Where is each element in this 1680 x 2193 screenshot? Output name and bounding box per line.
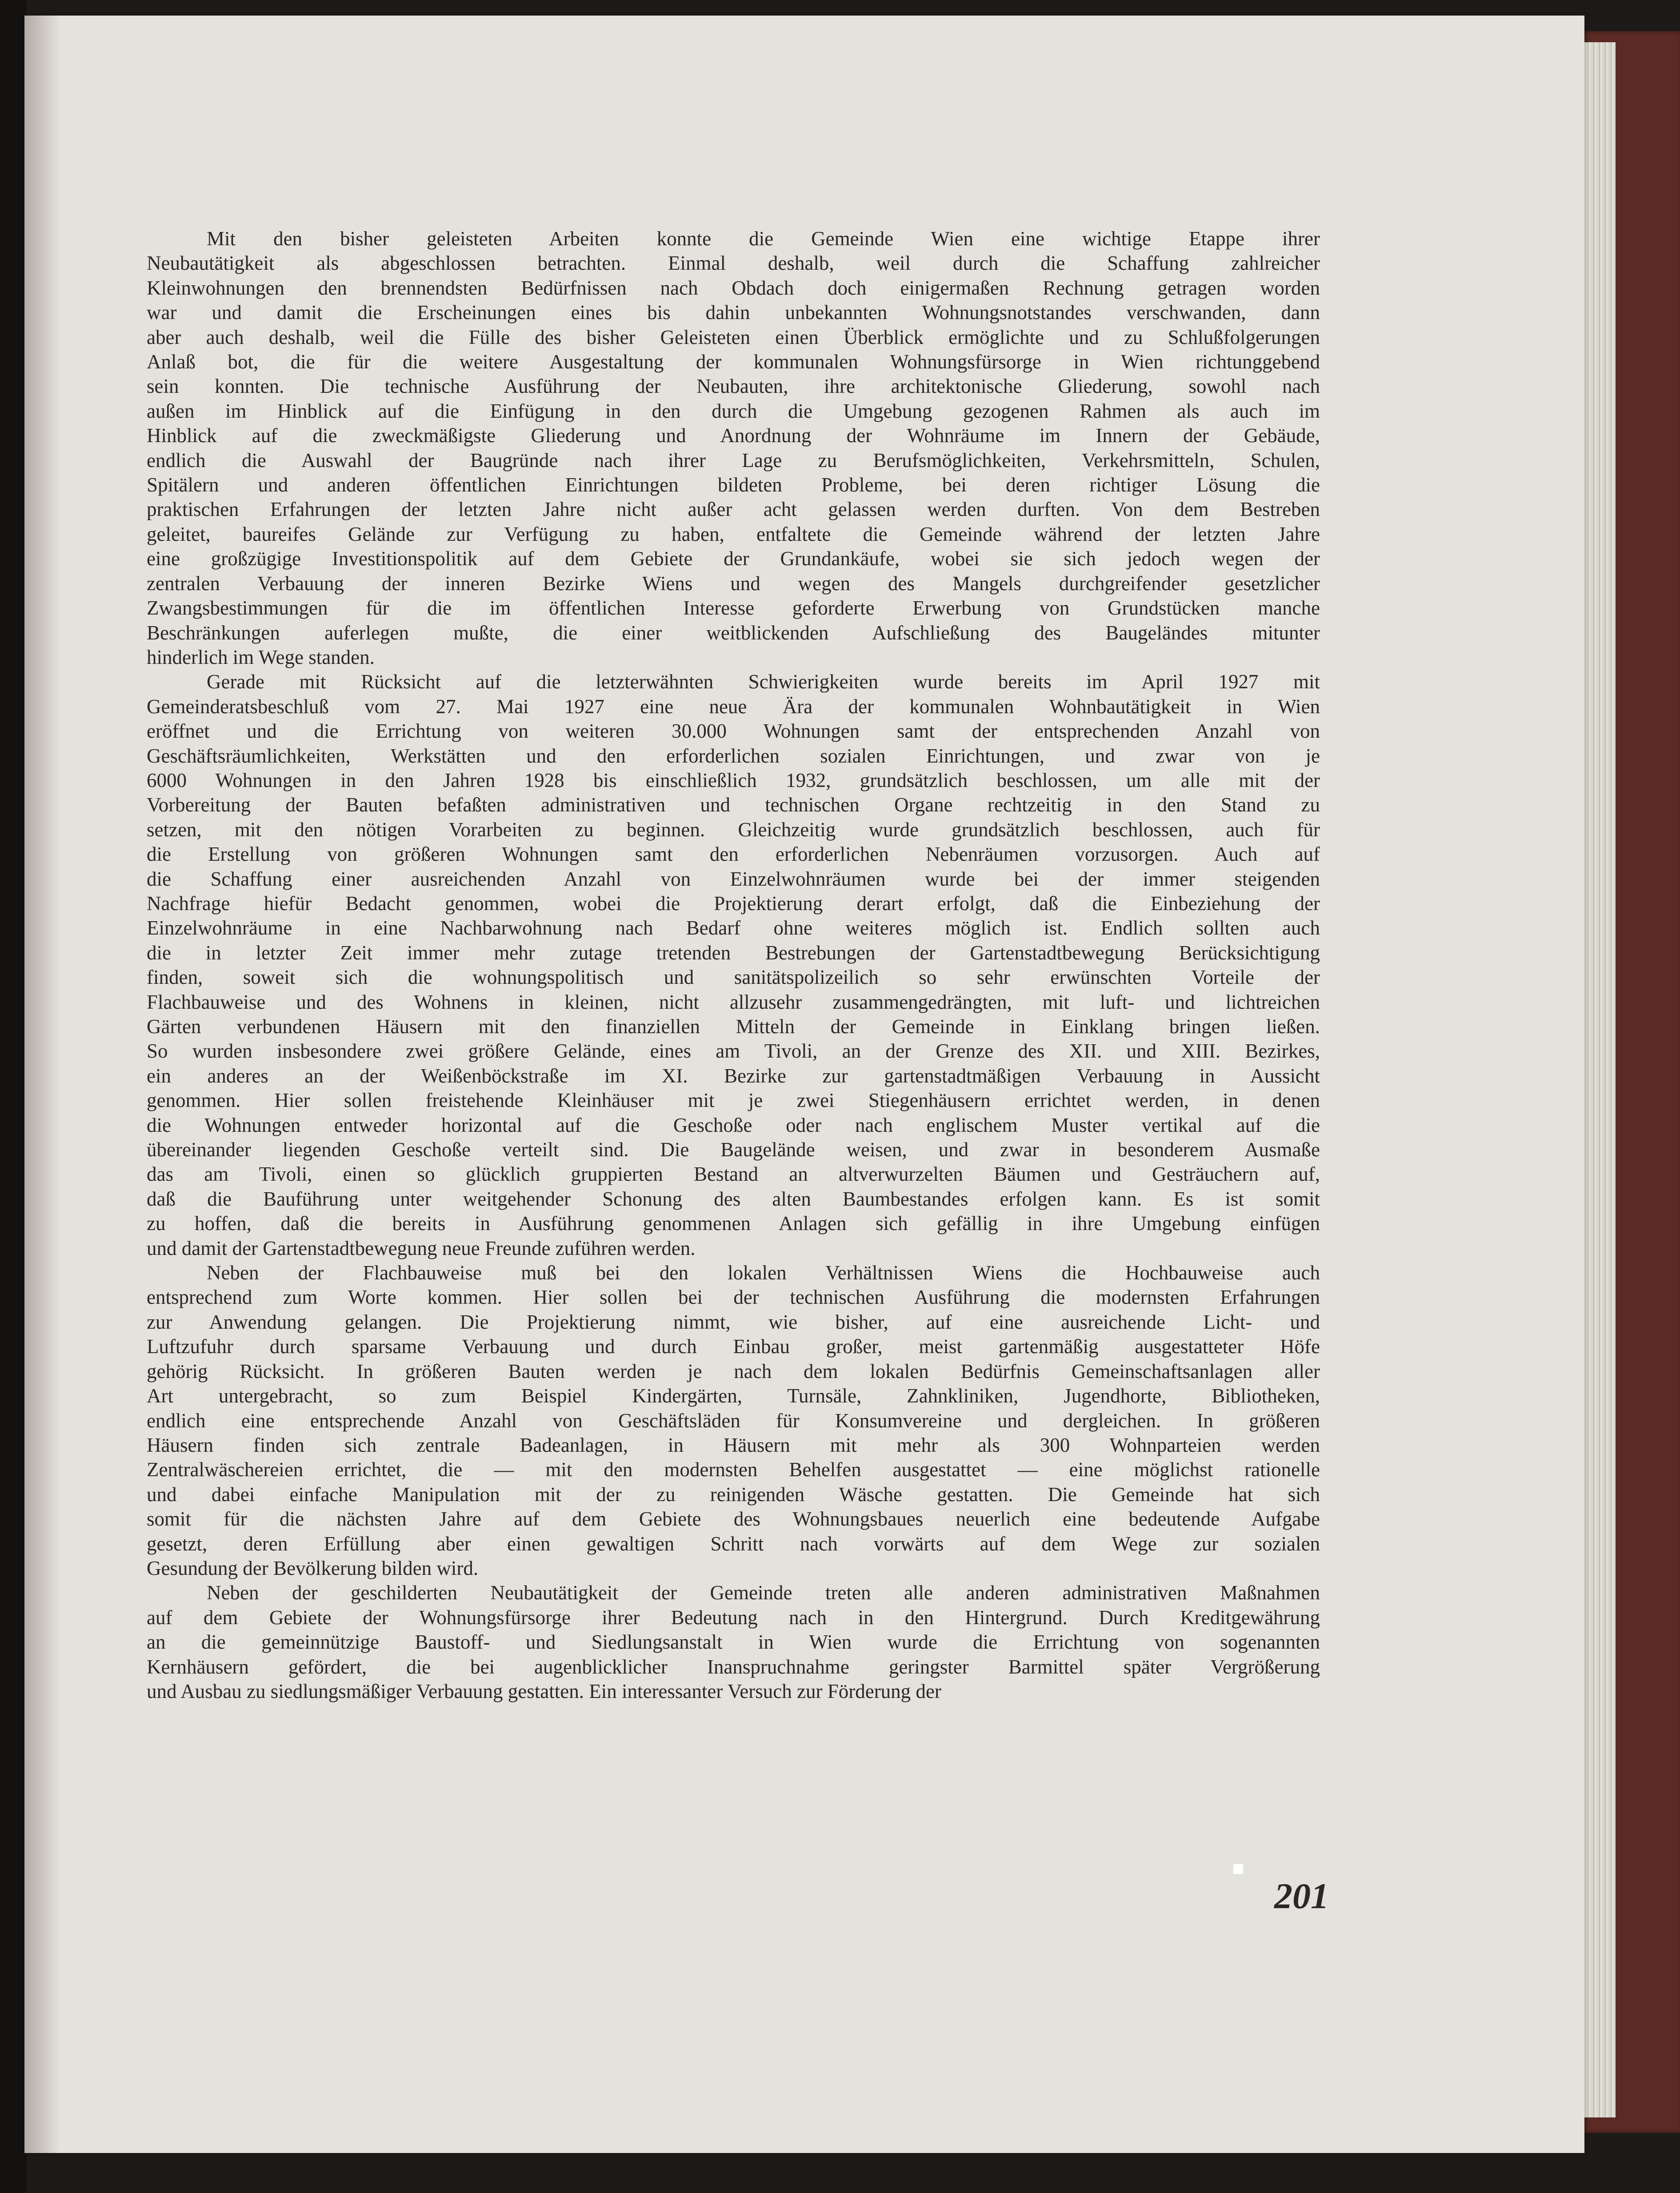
text-line: Zwangsbestimmungen für die im öffentlichen Interesse geforderte Erwerbung von Grundstücken manche bbox=[147, 597, 1320, 619]
text-line: das am Tivoli, einen so glücklich gruppierten Bestand an altverwurzelten Bäumen und Gesträuchern auf, bbox=[147, 1163, 1320, 1186]
text-line: daß die Bauführung unter weitgehender Schonung des alten Baumbestandes erfolgen kann. Es ist somit bbox=[147, 1187, 1320, 1210]
text-line: endlich eine entsprechende Anzahl von Geschäftsläden für Konsumvereine und dergleichen. In größeren bbox=[147, 1409, 1320, 1432]
text-line: hinderlich im Wege standen. bbox=[147, 646, 375, 668]
text-line: und damit der Gartenstadtbewegung neue Freunde zuführen werden. bbox=[147, 1237, 696, 1259]
text-line: Hinblick auf die zweckmäßigste Gliederung und Anordnung der Wohnräume im Innern der Gebäude, bbox=[147, 424, 1320, 447]
text-line: die Wohnungen entweder horizontal auf die Geschoße oder nach englischem Muster vertikal auf die bbox=[147, 1114, 1320, 1136]
text-line: die Erstellung von größeren Wohnungen samt den erforderlichen Nebenräumen vorzusorgen. Auch auf bbox=[147, 843, 1320, 866]
text-line: Kernhäusern gefördert, die bei augenblicklicher Inanspruchnahme geringster Barmittel später Vergrößerung bbox=[147, 1655, 1320, 1678]
text-line: endlich die Auswahl der Baugründe nach ihrer Lage zu Berufsmöglichkeiten, Verkehrsmitteln, Schulen, bbox=[147, 449, 1320, 471]
text-line: Zentralwäschereien errichtet, die — mit den modernsten Behelfen ausgestattet — eine möglichst rationelle bbox=[147, 1458, 1320, 1481]
text-line: So wurden insbesondere zwei größere Gelände, eines am Tivoli, an der Grenze des XII. und XIII. Bezirkes, bbox=[147, 1040, 1320, 1063]
text-line: zu hoffen, daß die bereits in Ausführung genommenen Anlagen sich gefällig in ihre Umgebung einfügen bbox=[147, 1212, 1320, 1235]
text-line: eröffnet und die Errichtung von weiteren 30.000 Wohnungen samt der entsprechenden Anzahl von bbox=[147, 720, 1320, 743]
text-line: Anlaß bot, die für die weitere Ausgestaltung der kommunalen Wohnungsfürsorge in Wien richtunggebend bbox=[147, 351, 1320, 373]
text-line: geleitet, baureifes Gelände zur Verfügung zu haben, entfaltete die Gemeinde während der letzten Jahre bbox=[147, 523, 1320, 545]
text-line: sein konnten. Die technische Ausführung der Neubauten, ihre architektonische Gliederung, sowohl nach bbox=[147, 375, 1320, 398]
text-line: Kleinwohnungen den brennendsten Bedürfnissen nach Obdach doch einigermaßen Rechnung getragen worden bbox=[147, 276, 1320, 299]
text-line: Nachfrage hiefür Bedacht genommen, wobei die Projektierung derart erfolgt, daß die Einbeziehung der bbox=[147, 892, 1320, 915]
text-line: auf dem Gebiete der Wohnungsfürsorge ihrer Bedeutung nach in den Hintergrund. Durch Kreditgewährung bbox=[147, 1606, 1320, 1629]
text-line: Neubautätigkeit als abgeschlossen betrachten. Einmal deshalb, weil durch die Schaffung zahlreicher bbox=[147, 252, 1320, 275]
text-line: finden, soweit sich die wohnungspolitisch und sanitätspolizeilich so sehr erwünschten Vorteile der bbox=[147, 966, 1320, 989]
text-line: Beschränkungen auferlegen mußte, die einer weitblickenden Aufschließung des Baugeländes mitunter bbox=[147, 621, 1320, 644]
text-line: zentralen Verbauung der inneren Bezirke Wiens und wegen des Mangels durchgreifender gesetzlicher bbox=[147, 572, 1320, 595]
paragraph bbox=[147, 227, 1320, 670]
page-number: 201 bbox=[1274, 1876, 1329, 1916]
text-line: Geschäftsräumlichkeiten, Werkstätten und den erforderlichen sozialen Einrichtungen, und zwar von je bbox=[147, 744, 1320, 767]
text-line: Flachbauweise und des Wohnens in kleinen, nicht allzusehr zusammengedrängten, mit luft- und lichtreichen bbox=[147, 991, 1320, 1013]
text-line: Neben der Flachbauweise muß bei den lokalen Verhältnissen Wiens die Hochbauweise auch bbox=[207, 1262, 1320, 1284]
text-line: war und damit die Erscheinungen eines bis dahin unbekannten Wohnungsnotstandes verschwanden, dann bbox=[147, 301, 1320, 324]
text-line: Gärten verbundenen Häusern mit den finanziellen Mitteln der Gemeinde in Einklang bringen ließen. bbox=[147, 1015, 1320, 1038]
text-line: und Ausbau zu siedlungsmäßiger Verbauung gestatten. Ein interessanter Versuch zur Förderung der bbox=[147, 1680, 941, 1702]
text-line: und dabei einfache Manipulation mit der zu reinigenden Wäsche gestatten. Die Gemeinde hat sich bbox=[147, 1483, 1320, 1506]
text-line: setzen, mit den nötigen Vorarbeiten zu beginnen. Gleichzeitig wurde grundsätzlich beschlossen, auch für bbox=[147, 818, 1320, 841]
text-line: die Schaffung einer ausreichenden Anzahl von Einzelwohnräumen wurde bei der immer steigenden bbox=[147, 867, 1320, 890]
paragraph bbox=[147, 1581, 1320, 1704]
text-line: genommen. Hier sollen freistehende Kleinhäuser mit je zwei Stiegenhäusern errichtet werden, in denen bbox=[147, 1089, 1320, 1112]
text-line: Neben der geschilderten Neubautätigkeit der Gemeinde treten alle anderen administrativen Maßnahmen bbox=[207, 1582, 1320, 1604]
paragraph bbox=[147, 670, 1320, 1261]
text-line: gesetzt, deren Erfüllung aber einen gewaltigen Schritt nach vorwärts auf dem Wege zur sozialen bbox=[147, 1532, 1320, 1555]
text-line: Vorbereitung der Bauten befaßten administrativen und technischen Organe rechtzeitig in den Stand zu bbox=[147, 794, 1320, 816]
text-line: praktischen Erfahrungen der letzten Jahre nicht außer acht gelassen werden durften. Von dem Bestreben bbox=[147, 498, 1320, 521]
text-line: an die gemeinnützige Baustoff- und Siedlungsanstalt in Wien wurde die Errichtung von sogenannten bbox=[147, 1631, 1320, 1654]
text-line: gehörig Rücksicht. In größeren Bauten werden je nach dem lokalen Bedürfnis Gemeinschaftsanlagen aller bbox=[147, 1360, 1320, 1382]
text-line: ein anderes an der Weißenböckstraße im XI. Bezirke zur gartenstadtmäßigen Verbauung in Aussicht bbox=[147, 1064, 1320, 1087]
body-text bbox=[147, 227, 1320, 1704]
text-line: 6000 Wohnungen in den Jahren 1928 bis einschließlich 1932, grundsätzlich beschlossen, um alle mit der bbox=[147, 769, 1320, 791]
text-line: Gerade mit Rücksicht auf die letzterwähnten Schwierigkeiten wurde bereits im April 1927 mit bbox=[207, 671, 1320, 693]
page-mark bbox=[1233, 1864, 1243, 1874]
text-line: Häusern finden sich zentrale Badeanlagen, in Häusern mit mehr als 300 Wohnparteien werden bbox=[147, 1434, 1320, 1456]
text-line: übereinander liegenden Geschoße verteilt sind. Die Baugelände weisen, und zwar in besonderem Ausmaße bbox=[147, 1138, 1320, 1161]
text-line: Luftzufuhr durch sparsame Verbauung und durch Einbau großer, meist gartenmäßig ausgestatteter Höfe bbox=[147, 1335, 1320, 1358]
text-line: somit für die nächsten Jahre auf dem Gebiete des Wohnungsbaues neuerlich eine bedeutende Aufgabe bbox=[147, 1508, 1320, 1530]
text-line: Gesundung der Bevölkerung bilden wird. bbox=[147, 1557, 479, 1579]
text-line: entsprechend zum Worte kommen. Hier sollen bei der technischen Ausführung die modernsten Erfahrungen bbox=[147, 1286, 1320, 1309]
text-line: Mit den bisher geleisteten Arbeiten konnte die Gemeinde Wien eine wichtige Etappe ihrer bbox=[207, 228, 1320, 250]
text-line: Einzelwohnräume in eine Nachbarwohnung nach Bedarf ohne weiteres möglich ist. Endlich sollten auch bbox=[147, 917, 1320, 939]
text-line: die in letzter Zeit immer mehr zutage tretenden Bestrebungen der Gartenstadtbewegung Berücksichtigung bbox=[147, 941, 1320, 964]
text-line: Gemeinderatsbeschluß vom 27. Mai 1927 eine neue Ära der kommunalen Wohnbautätigkeit in Wien bbox=[147, 695, 1320, 718]
paragraph bbox=[147, 1261, 1320, 1581]
book-spine-edge bbox=[0, 0, 27, 2193]
text-line: Art untergebracht, so zum Beispiel Kindergärten, Turnsäle, Zahnkliniken, Jugendhorte, Bibliotheken, bbox=[147, 1385, 1320, 1407]
text-line: aber auch deshalb, weil die Fülle des bisher Geleisteten einen Überblick ermöglichte und zu Schlußfolgerungen bbox=[147, 326, 1320, 348]
text-line: außen im Hinblick auf die Einfügung in den durch die Umgebung gezogenen Rahmen als auch im bbox=[147, 399, 1320, 422]
gutter-shadow bbox=[24, 16, 60, 2153]
text-line: Spitälern und anderen öffentlichen Einrichtungen bildeten Probleme, bei deren richtiger Lösung die bbox=[147, 474, 1320, 496]
text-line: zur Anwendung gelangen. Die Projektierung nimmt, wie bisher, auf eine ausreichende Licht- und bbox=[147, 1310, 1320, 1333]
text-line: eine großzügige Investitionspolitik auf dem Gebiete der Grundankäufe, wobei sie sich jedoch wegen der bbox=[147, 547, 1320, 570]
